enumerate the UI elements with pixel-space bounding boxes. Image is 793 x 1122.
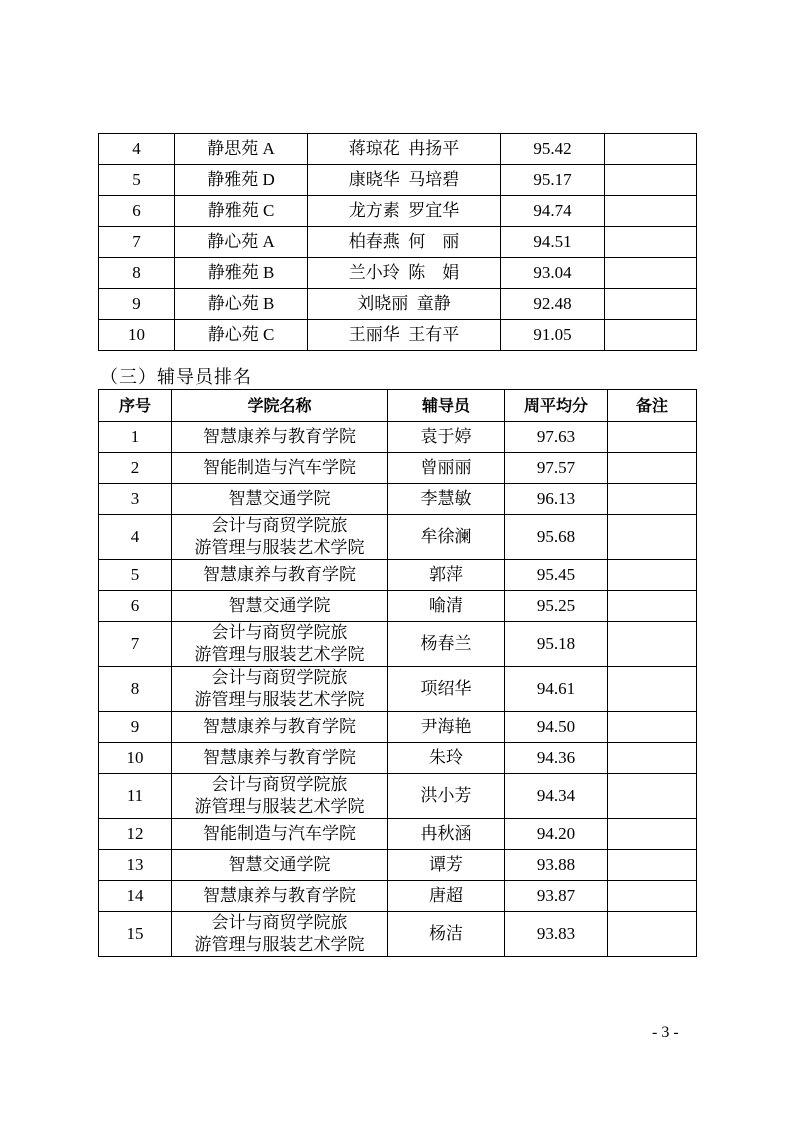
college-cell: [172, 881, 388, 912]
rank-cell: 5: [99, 165, 175, 196]
rank-cell: 11: [99, 774, 172, 819]
note-cell: [605, 320, 697, 351]
counselor-cell: 尹海艳: [388, 712, 505, 743]
counselor-cell: 袁于婷: [388, 422, 505, 453]
score-cell: 97.63: [505, 422, 608, 453]
dorm-cell: 静雅苑 C: [175, 196, 308, 227]
college-line-1: 智能制造与汽车学院: [203, 823, 356, 843]
table-row: [99, 591, 697, 622]
dorm-cell: 静心苑 B: [175, 289, 308, 320]
table-row: [99, 165, 697, 196]
table-row: [99, 912, 697, 957]
header-college: 学院名称: [172, 390, 388, 422]
table-row: [99, 622, 697, 667]
college-line-1: 智能制造与汽车学院: [203, 457, 356, 477]
rank-cell: 8: [99, 667, 172, 712]
table-row: [99, 712, 697, 743]
rank-cell: 2: [99, 453, 172, 484]
college-line-1: 会计与商贸学院旅: [211, 623, 348, 642]
rank-cell: 7: [99, 622, 172, 667]
score-cell: 95.68: [505, 515, 608, 560]
note-cell: [608, 591, 697, 622]
college-cell: [172, 622, 388, 667]
counselor-cell: 朱玲: [388, 743, 505, 774]
note-cell: [608, 560, 697, 591]
rank-cell: 13: [99, 850, 172, 881]
score-cell: 93.83: [505, 912, 608, 957]
table-row: [99, 320, 697, 351]
note-cell: [605, 227, 697, 258]
table-header-row: [99, 390, 697, 422]
college-cell: [172, 453, 388, 484]
advisors-cell: 刘晓丽 童静: [308, 289, 501, 320]
dorm-cell: 静心苑 A: [175, 227, 308, 258]
counselor-cell: 杨春兰: [388, 622, 505, 667]
dorm-cell: 静心苑 C: [175, 320, 308, 351]
score-cell: 94.50: [505, 712, 608, 743]
advisors-cell: 柏春燕 何 丽: [308, 227, 501, 258]
dorm-cell: 静思苑 A: [175, 134, 308, 165]
college-cell: [172, 591, 388, 622]
table-row: [99, 743, 697, 774]
dorm-ranking-body: [99, 134, 697, 351]
note-cell: [608, 819, 697, 850]
table-row: [99, 134, 697, 165]
rank-cell: 9: [99, 712, 172, 743]
table-row: [99, 484, 697, 515]
rank-cell: 10: [99, 743, 172, 774]
college-line-2: 游管理与服装艺术学院: [194, 690, 365, 709]
score-cell: 94.36: [505, 743, 608, 774]
counselor-cell: 牟徐澜: [388, 515, 505, 560]
college-cell: [172, 667, 388, 712]
table-row: [99, 560, 697, 591]
college-cell: [172, 422, 388, 453]
counselor-cell: 郭萍: [388, 560, 505, 591]
note-cell: [608, 850, 697, 881]
college-line-1: 智慧康养与教育学院: [203, 747, 356, 767]
score-cell: 95.25: [505, 591, 608, 622]
note-cell: [605, 289, 697, 320]
note-cell: [608, 515, 697, 560]
table-row: [99, 819, 697, 850]
rank-cell: 7: [99, 227, 175, 258]
rank-cell: 14: [99, 881, 172, 912]
college-line-1: 智慧康养与教育学院: [203, 885, 356, 905]
college-line-2: 游管理与服装艺术学院: [194, 645, 365, 664]
rank-cell: 15: [99, 912, 172, 957]
note-cell: [605, 258, 697, 289]
score-cell: 94.51: [501, 227, 605, 258]
score-cell: 94.34: [505, 774, 608, 819]
college-line-1: 会计与商贸学院旅: [211, 913, 348, 932]
college-line-2: 游管理与服装艺术学院: [194, 935, 365, 954]
dorm-cell: 静雅苑 B: [175, 258, 308, 289]
college-cell: [172, 819, 388, 850]
score-cell: 92.48: [501, 289, 605, 320]
score-cell: 94.61: [505, 667, 608, 712]
college-line-1: 会计与商贸学院旅: [211, 668, 348, 687]
note-cell: [608, 912, 697, 957]
table-row: [99, 881, 697, 912]
score-cell: 95.17: [501, 165, 605, 196]
rank-cell: 6: [99, 591, 172, 622]
counselor-cell: 谭芳: [388, 850, 505, 881]
advisors-cell: 王丽华 王有平: [308, 320, 501, 351]
score-cell: 93.88: [505, 850, 608, 881]
college-cell: [172, 560, 388, 591]
counselor-cell: 唐超: [388, 881, 505, 912]
advisors-cell: 龙方素 罗宜华: [308, 196, 501, 227]
rank-cell: 3: [99, 484, 172, 515]
college-line-1: 智慧康养与教育学院: [203, 426, 356, 446]
college-line-1: 智慧交通学院: [228, 488, 331, 508]
rank-cell: 9: [99, 289, 175, 320]
college-cell: [172, 774, 388, 819]
header-rank: 序号: [99, 390, 172, 422]
counselor-cell: 洪小芳: [388, 774, 505, 819]
college-cell: [172, 743, 388, 774]
counselor-ranking-body: [99, 422, 697, 957]
college-line-1: 智慧交通学院: [228, 595, 331, 615]
note-cell: [605, 196, 697, 227]
college-cell: [172, 850, 388, 881]
score-cell: 94.20: [505, 819, 608, 850]
advisors-cell: 蒋琼花 冉扬平: [308, 134, 501, 165]
page-number: - 3 -: [652, 1024, 679, 1041]
rank-cell: 8: [99, 258, 175, 289]
dorm-cell: 静雅苑 D: [175, 165, 308, 196]
note-cell: [608, 484, 697, 515]
table-row: [99, 422, 697, 453]
college-line-2: 游管理与服装艺术学院: [194, 797, 365, 816]
note-cell: [608, 774, 697, 819]
table-row: [99, 196, 697, 227]
college-cell: [172, 712, 388, 743]
score-cell: 93.87: [505, 881, 608, 912]
score-cell: 97.57: [505, 453, 608, 484]
rank-cell: 12: [99, 819, 172, 850]
header-note: 备注: [608, 390, 697, 422]
counselor-cell: 项绍华: [388, 667, 505, 712]
score-cell: 96.13: [505, 484, 608, 515]
score-cell: 95.18: [505, 622, 608, 667]
college-line-1: 智慧康养与教育学院: [203, 564, 356, 584]
college-cell: [172, 515, 388, 560]
table-row: [99, 227, 697, 258]
table-row: [99, 453, 697, 484]
note-cell: [608, 712, 697, 743]
dorm-ranking-table: [98, 133, 697, 351]
table-row: [99, 667, 697, 712]
college-line-1: 会计与商贸学院旅: [211, 775, 348, 794]
counselor-cell: 冉秋涵: [388, 819, 505, 850]
rank-cell: 10: [99, 320, 175, 351]
college-cell: [172, 484, 388, 515]
college-line-1: 会计与商贸学院旅: [211, 516, 348, 535]
counselor-ranking-table: [98, 389, 697, 957]
rank-cell: 5: [99, 560, 172, 591]
note-cell: [608, 422, 697, 453]
note-cell: [608, 622, 697, 667]
counselor-cell: 曾丽丽: [388, 453, 505, 484]
rank-cell: 1: [99, 422, 172, 453]
counselor-cell: 李慧敏: [388, 484, 505, 515]
section-heading: （三）辅导员排名: [100, 367, 252, 388]
score-cell: 95.45: [505, 560, 608, 591]
note-cell: [605, 165, 697, 196]
advisors-cell: 康晓华 马培碧: [308, 165, 501, 196]
score-cell: 95.42: [501, 134, 605, 165]
score-cell: 93.04: [501, 258, 605, 289]
advisors-cell: 兰小玲 陈 娟: [308, 258, 501, 289]
table-row: [99, 515, 697, 560]
college-line-1: 智慧康养与教育学院: [203, 716, 356, 736]
college-cell: [172, 912, 388, 957]
header-counselor: 辅导员: [388, 390, 505, 422]
score-cell: 91.05: [501, 320, 605, 351]
note-cell: [605, 134, 697, 165]
note-cell: [608, 743, 697, 774]
note-cell: [608, 881, 697, 912]
score-cell: 94.74: [501, 196, 605, 227]
note-cell: [608, 667, 697, 712]
table-row: [99, 289, 697, 320]
counselor-cell: 杨洁: [388, 912, 505, 957]
rank-cell: 4: [99, 515, 172, 560]
college-line-1: 智慧交通学院: [228, 854, 331, 874]
note-cell: [608, 453, 697, 484]
rank-cell: 4: [99, 134, 175, 165]
counselor-cell: 喻清: [388, 591, 505, 622]
table-row: [99, 258, 697, 289]
header-score: 周平均分: [505, 390, 608, 422]
table-row: [99, 774, 697, 819]
rank-cell: 6: [99, 196, 175, 227]
table-row: [99, 850, 697, 881]
college-line-2: 游管理与服装艺术学院: [194, 538, 365, 557]
